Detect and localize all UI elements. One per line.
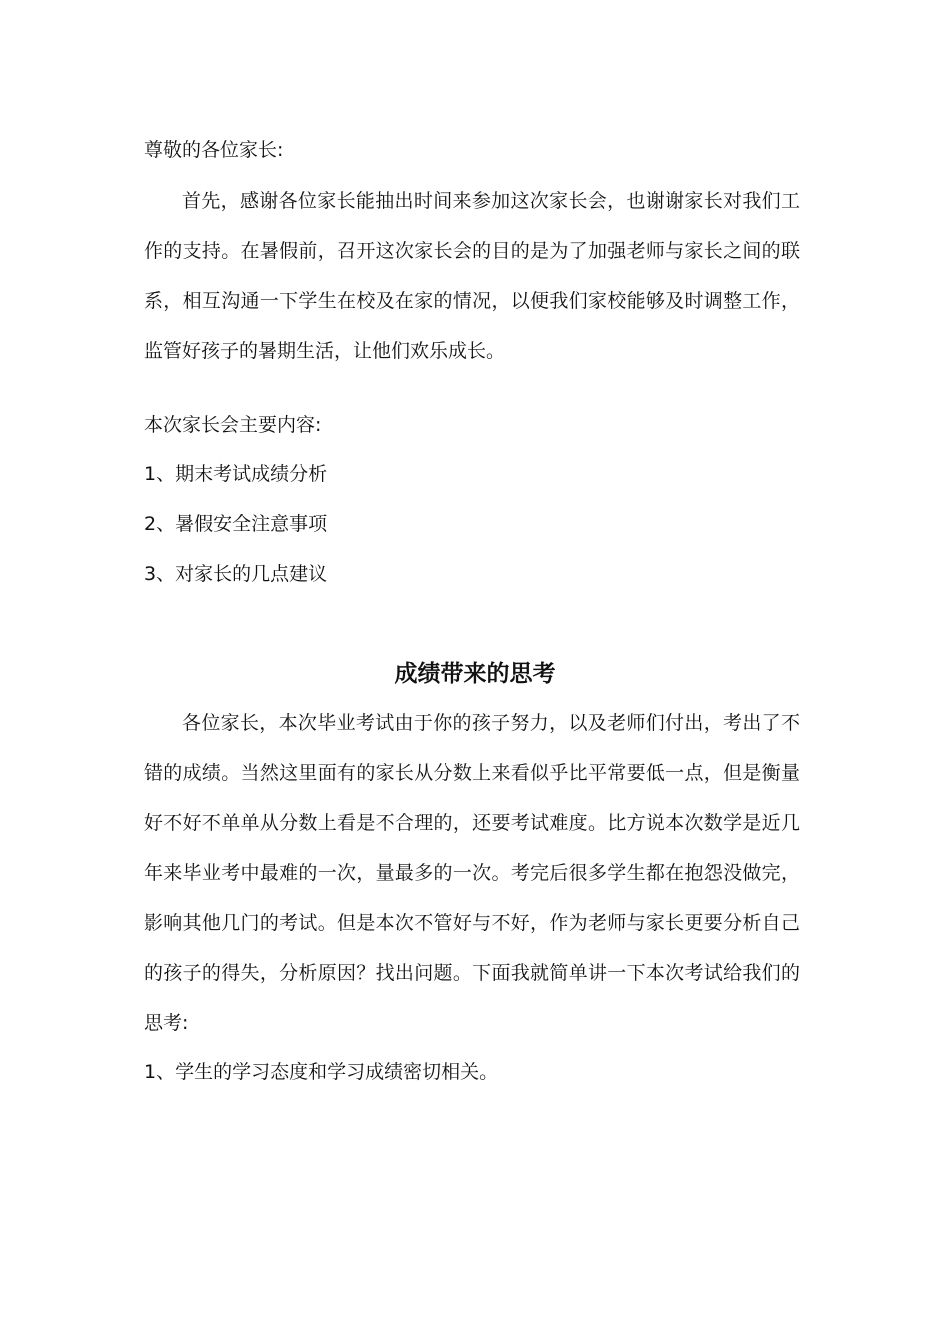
agenda-item-2: 2、暑假安全注意事项 bbox=[144, 513, 328, 535]
agenda-title: 本次家长会主要内容: bbox=[144, 414, 322, 436]
point-1: 1、学生的学习态度和学习成绩密切相关。 bbox=[144, 1061, 499, 1083]
salutation: 尊敬的各位家长: bbox=[144, 139, 284, 161]
section-paragraph: 各位家长，本次毕业考试由于你的孩子努力，以及老师们付出，考出了不错的成绩。当然这里面有的家长从分数上来看似乎比平常要低一点，但是衡量好不好不单单从分数上看是不合理的，还要考试难度。比方说本次数学是近几年来毕业考中最难的一次，量最多的一次。考完后很多学生都在抱怨没做完，影响其他几门的考试。但是本次不管好与不好，作为老师与家长更要分析自己的孩子的得失，分析原因？找出问题。下面我就简单讲一下本次考试给我们的思考: bbox=[144, 712, 800, 1034]
agenda-item-1: 1、期末考试成绩分析 bbox=[144, 463, 328, 485]
intro-paragraph: 首先，感谢各位家长能抽出时间来参加这次家长会，也谢谢家长对我们工作的支持。在暑假前，召开这次家长会的目的是为了加强老师与家长之间的联系，相互沟通一下学生在校及在家的情况，以便我们家校能够及时调整工作，监管好孩子的暑期生活，让他们欢乐成长。 bbox=[144, 190, 800, 362]
agenda-item-3: 3、对家长的几点建议 bbox=[144, 563, 328, 585]
section-heading: 成绩带来的思考 bbox=[394, 661, 556, 687]
